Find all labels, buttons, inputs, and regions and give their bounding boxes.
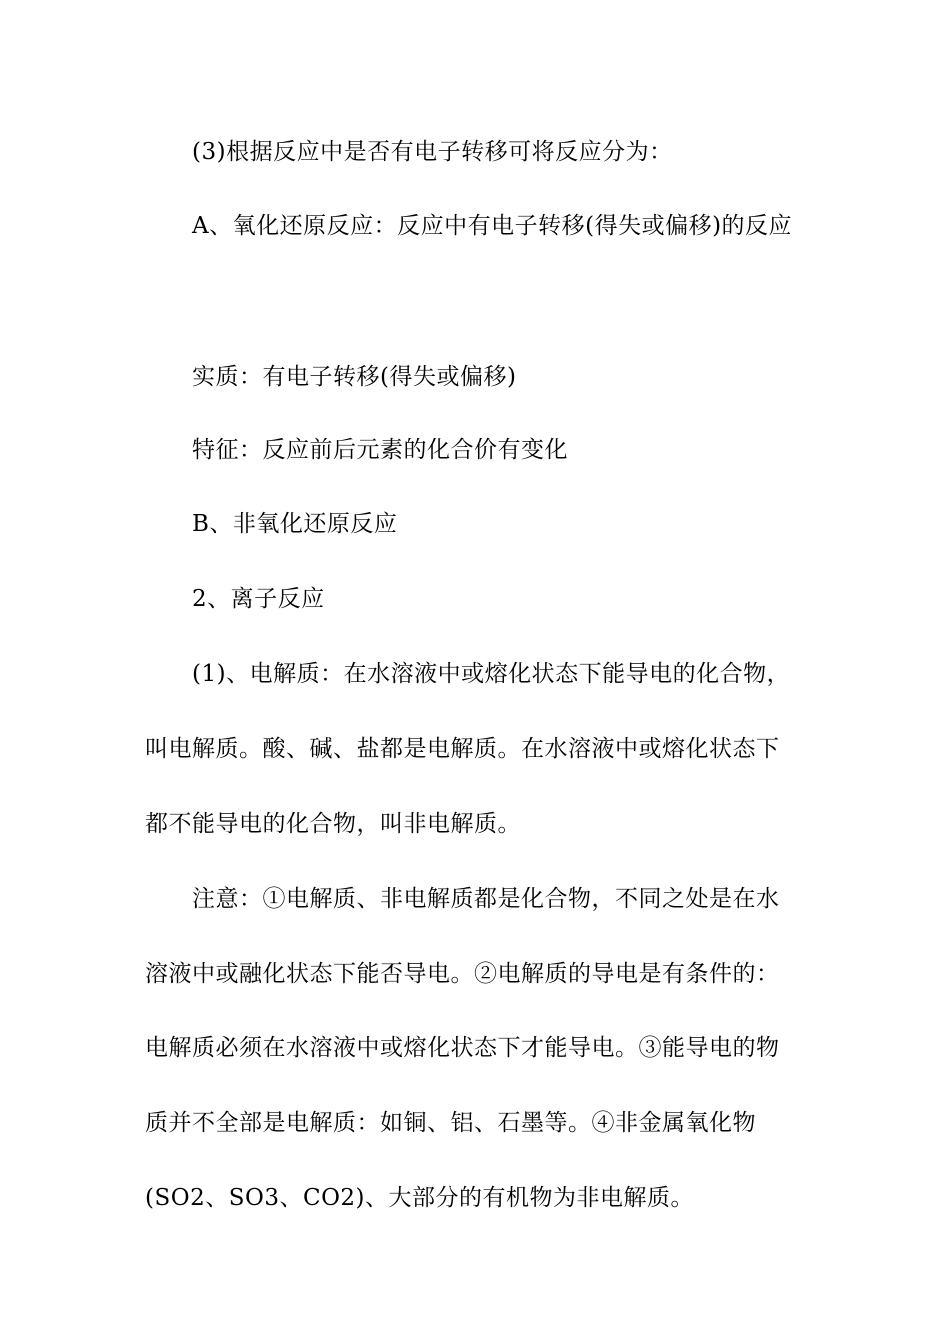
paragraph-note-line-1: 注意：①电解质、非电解质都是化合物，不同之处是在水 <box>192 886 780 912</box>
paragraph-electrolyte-line-1: (1)、电解质：在水溶液中或熔化状态下能导电的化合物， <box>192 661 791 687</box>
paragraph-reaction-classification: (3)根据反应中是否有电子转移可将反应分为： <box>192 139 673 165</box>
paragraph-note-line-2: 溶液中或融化状态下能否导电。②电解质的导电是有条件的： <box>145 961 780 987</box>
paragraph-note-line-5: (SO2、SO3、CO2)、大部分的有机物为非电解质。 <box>145 1185 695 1211</box>
paragraph-electrolyte-line-3: 都不能导电的化合物，叫非电解质。 <box>145 811 521 837</box>
paragraph-non-redox: B、非氧化还原反应 <box>192 511 398 537</box>
section-heading-ionic-reaction: 2、离子反应 <box>192 586 325 612</box>
paragraph-redox-feature: 特征：反应前后元素的化合价有变化 <box>192 437 568 463</box>
paragraph-note-line-3: 电解质必须在水溶液中或熔化状态下才能导电。③能导电的物 <box>145 1035 780 1061</box>
paragraph-redox-essence: 实质：有电子转移(得失或偏移) <box>192 364 517 390</box>
paragraph-note-line-4: 质并不全部是电解质：如铜、铝、石墨等。④非金属氧化物 <box>145 1110 756 1136</box>
paragraph-electrolyte-line-2: 叫电解质。酸、碱、盐都是电解质。在水溶液中或熔化状态下 <box>145 736 780 762</box>
paragraph-redox-definition: A、氧化还原反应：反应中有电子转移(得失或偏移)的反应 <box>192 213 793 239</box>
